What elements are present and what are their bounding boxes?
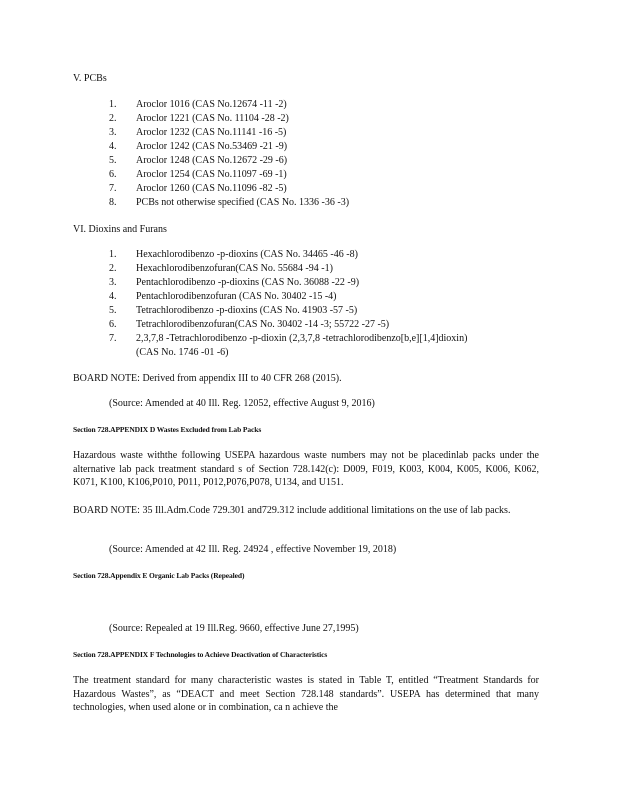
list-item-number: 7. [109, 183, 117, 194]
list-item-text: Aroclor 1254 (CAS No.11097 -69 -1) [136, 169, 287, 180]
appendix-e-header: Section 728.Appendix E Organic Lab Packs (Repealed) [73, 571, 245, 580]
list-item-text: Hexachlorodibenzofuran(CAS No. 55684 -94 -1) [136, 263, 333, 274]
list-item-text: Pentachlorodibenzofuran (CAS No. 30402 -15 -4) [136, 291, 337, 302]
board-note: BOARD NOTE: Derived from appendix III to 40 CFR 268 (2015). [73, 373, 342, 384]
list-item-text: Aroclor 1248 (CAS No.12672 -29 -6) [136, 155, 288, 166]
list-item-text: Tetrachlorodibenzofuran(CAS No. 30402 -14 -3; 55722 -27 -5) [136, 319, 390, 330]
source-note: (Source: Amended at 40 Ill. Reg. 12052, effective August 9, 2016) [109, 398, 375, 409]
list-item-text: Aroclor 1232 (CAS No.11141 -16 -5) [136, 127, 287, 138]
list-item-text: PCBs not otherwise specified (CAS No. 1336 -36 -3) [136, 197, 350, 208]
source-note: (Source: Amended at 42 Ill. Reg. 24924 , effective November 19, 2018) [109, 544, 397, 555]
list-item-number: 1. [109, 249, 117, 260]
list-item-number: 1. [109, 99, 117, 110]
list-item-continuation: (CAS No. 1746 -01 -6) [136, 347, 229, 358]
list-item-number: 8. [109, 197, 117, 208]
appendix-f-header: Section 728.APPENDIX F Technologies to Achieve Deactivation of Characteristics [73, 650, 328, 659]
list-item-number: 5. [109, 305, 117, 316]
list-item-number: 2. [109, 263, 117, 274]
list-item-number: 3. [109, 277, 117, 288]
list-item-text: 2,3,7,8 -Tetrachlorodibenzo -p-dioxin (2,3,7,8 -tetrachlorodibenzo[b,e][1,4]dioxin) [136, 333, 468, 344]
section-heading-pcbs: V. PCBs [73, 73, 107, 84]
list-item-text: Aroclor 1242 (CAS No.53469 -21 -9) [136, 141, 288, 152]
list-item-number: 7. [109, 333, 117, 344]
list-item-text: Aroclor 1016 (CAS No.12674 -11 -2) [136, 99, 287, 110]
list-item-text: Tetrachlorodibenzo -p-dioxins (CAS No. 41903 -57 -5) [136, 305, 358, 316]
appendix-f-paragraph: The treatment standard for many characteristic wastes is stated in Table T, entitled “Treatment Standards for Hazardous Wastes”, as “DEACT and meet Section 728.148 standards”. USEPA has determined that many technologies, when used alone or in combination, ca n achieve the [73, 675, 539, 713]
list-item-number: 6. [109, 169, 117, 180]
list-item-text: Aroclor 1260 (CAS No.11096 -82 -5) [136, 183, 287, 194]
list-item-number: 4. [109, 141, 117, 152]
board-note: BOARD NOTE: 35 Ill.Adm.Code 729.301 and729.312 include additional limitations on the use of lab packs. [73, 505, 511, 516]
list-item-number: 4. [109, 291, 117, 302]
list-item-text: Pentachlorodibenzo -p-dioxins (CAS No. 36088 -22 -9) [136, 277, 360, 288]
list-item-number: 6. [109, 319, 117, 330]
list-item-number: 5. [109, 155, 117, 166]
section-heading-dioxins: VI. Dioxins and Furans [73, 224, 167, 235]
appendix-d-paragraph: Hazardous waste withthe following USEPA hazardous waste numbers may not be placedinlab packs under the alternative lab pack treatment standard s of Section 728.142(c): D009, F019, K003, K004, K005, K006, K062, K071, K100, K106,P010, P011, P012,P076,P078, U134, and U151. [73, 450, 539, 488]
source-note: (Source: Repealed at 19 Ill.Reg. 9660, effective June 27,1995) [109, 623, 359, 634]
list-item-text: Hexachlorodibenzo -p-dioxins (CAS No. 34465 -46 -8) [136, 249, 358, 260]
appendix-d-header: Section 728.APPENDIX D Wastes Excluded from Lab Packs [73, 425, 262, 434]
list-item-text: Aroclor 1221 (CAS No. 11104 -28 -2) [136, 113, 289, 124]
list-item-number: 3. [109, 127, 117, 138]
list-item-number: 2. [109, 113, 117, 124]
